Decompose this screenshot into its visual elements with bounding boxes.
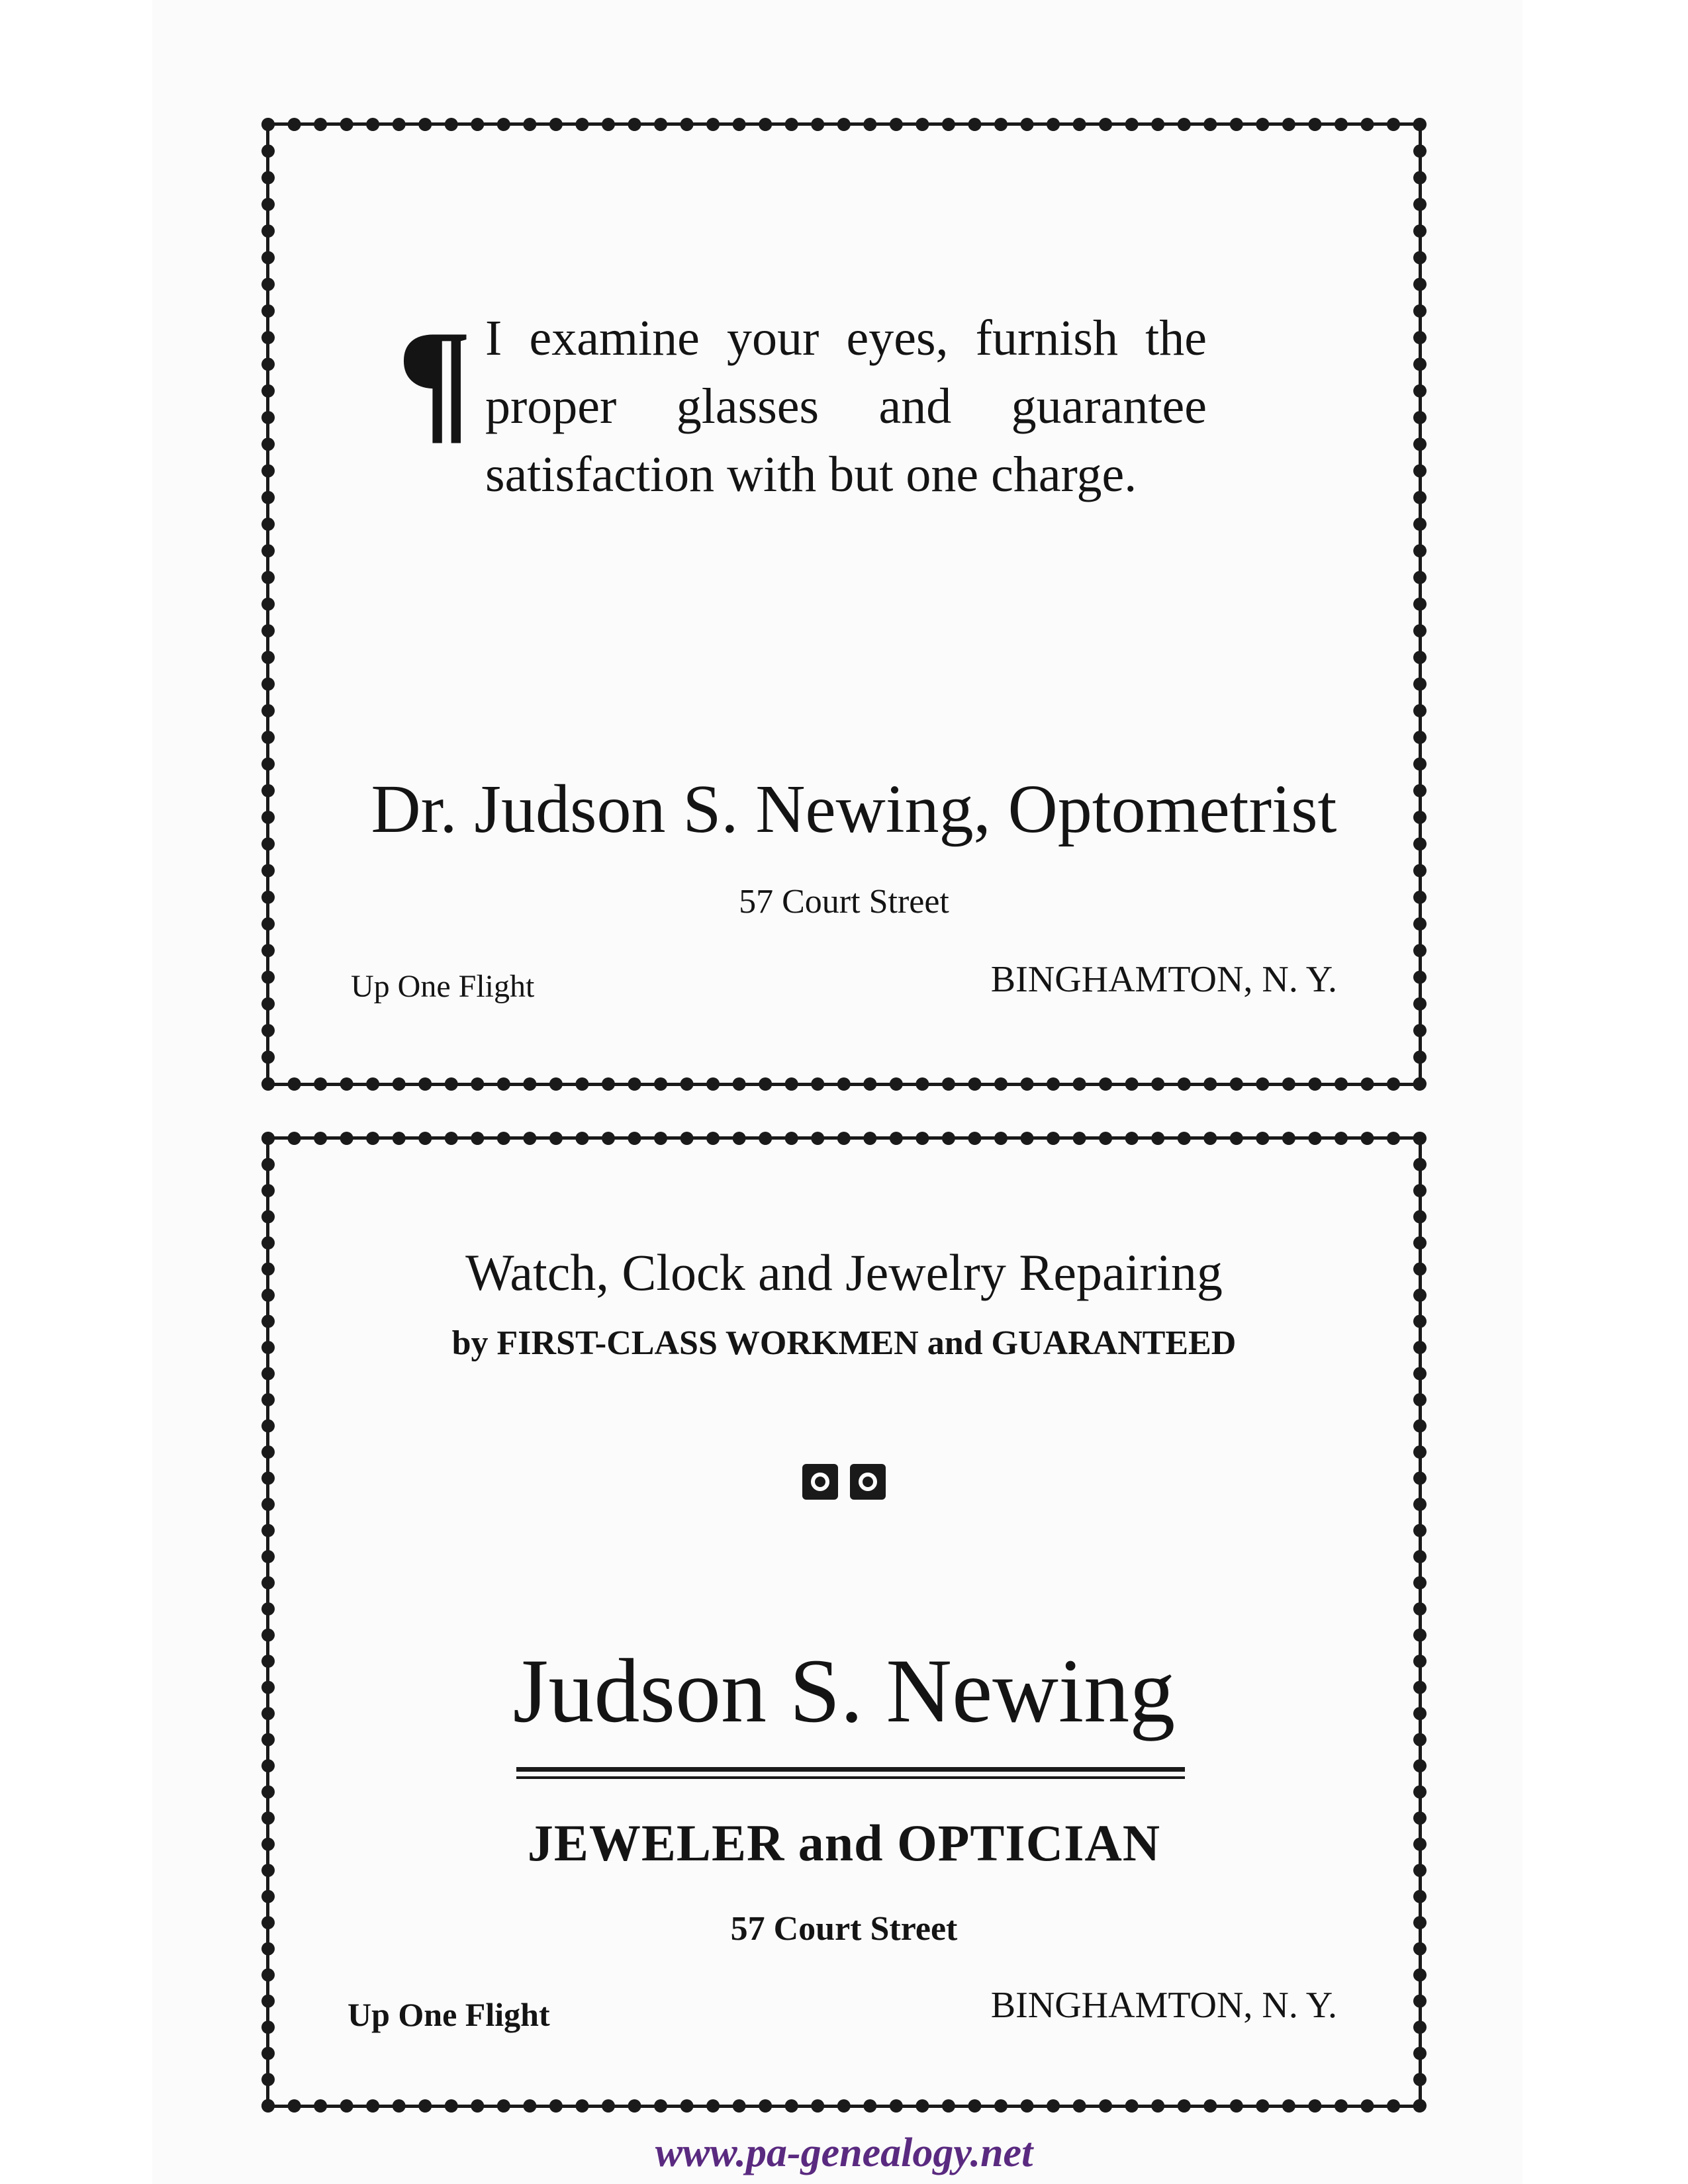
pilcrow-ornament: ¶ xyxy=(397,302,473,456)
city-name: BINGHAMTON, N. Y. xyxy=(990,1985,1337,2026)
website-link[interactable]: www.pa-genealogy.net xyxy=(655,2130,1033,2175)
floor-note: Up One Flight xyxy=(351,969,535,1004)
jeweler-advertisement xyxy=(261,1132,1427,2113)
floor-note: Up One Flight xyxy=(348,1996,550,2033)
optometrist-name: Dr. Judson S. Newing, Optometrist xyxy=(371,771,1337,847)
repair-heading: Watch, Clock and Jewelry Repairing xyxy=(465,1244,1223,1301)
repair-subheading: by FIRST-CLASS WORKMEN and GUARANTEED xyxy=(451,1324,1237,1362)
street-address: 57 Court Street xyxy=(739,883,949,921)
city-name: BINGHAMTON, N. Y. xyxy=(990,959,1337,1000)
optometrist-advertisement xyxy=(261,118,1427,1091)
jeweler-name: Judson S. Newing xyxy=(512,1640,1176,1741)
double-rule-divider xyxy=(516,1767,1185,1779)
ring-ornament-icon xyxy=(802,1464,838,1500)
street-address: 57 Court Street xyxy=(730,1910,958,1948)
ring-ornament-icon xyxy=(850,1464,886,1500)
intro-paragraph: I examine your eyes, furnish the proper glasses and guarantee satisfaction with but one charge. xyxy=(485,310,1207,502)
profession-title: JEWELER and OPTICIAN xyxy=(527,1814,1161,1872)
ornament-pair xyxy=(275,1464,1413,1500)
